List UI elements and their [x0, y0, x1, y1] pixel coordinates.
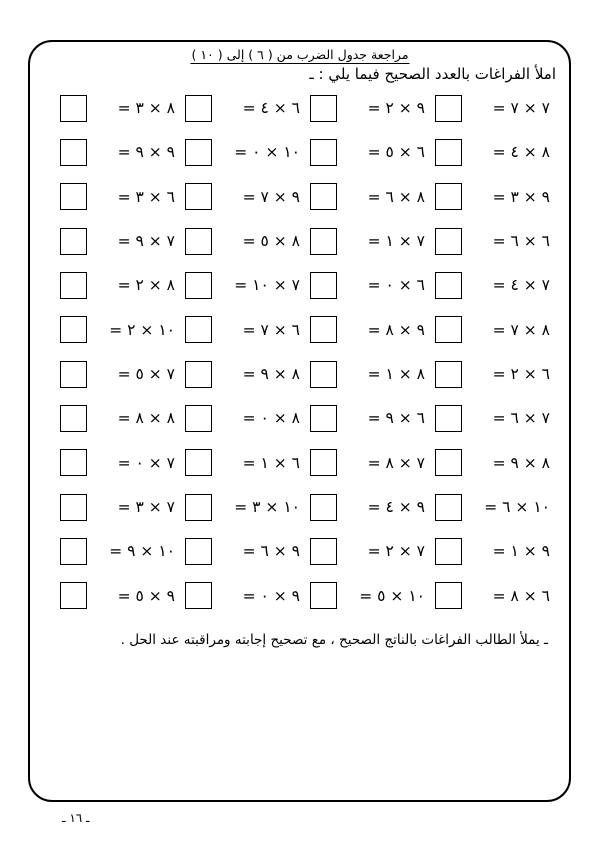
multiplication-expression: ٦ × ٩ =: [367, 409, 425, 428]
multiplication-expression: ٧ × ٢ =: [367, 542, 425, 561]
answer-box[interactable]: [435, 405, 462, 432]
answer-box[interactable]: [435, 494, 462, 521]
answer-box[interactable]: [435, 139, 462, 166]
exercise-item: [304, 574, 427, 618]
answer-box[interactable]: [185, 272, 212, 299]
answer-box[interactable]: [60, 538, 87, 565]
answer-box[interactable]: [60, 228, 87, 255]
multiplication-expression: ٧ × ٦ =: [492, 409, 550, 428]
multiplication-expression: ٩ × ٨ =: [367, 320, 425, 339]
multiplication-expression: ٧ × ٠ =: [117, 453, 175, 472]
answer-box[interactable]: [435, 582, 462, 609]
exercise-item: [179, 86, 302, 130]
answer-box[interactable]: [60, 95, 87, 122]
answer-box[interactable]: [185, 316, 212, 343]
exercise-item: [304, 352, 427, 396]
exercise-item: [54, 130, 177, 174]
multiplication-expression: ٧ × ٩ =: [117, 232, 175, 251]
exercise-item: [54, 263, 177, 307]
answer-box[interactable]: [435, 228, 462, 255]
multiplication-expression: ٩ × ٩ =: [117, 143, 175, 162]
multiplication-expression: ٧ × ٧ =: [492, 99, 550, 118]
answer-box[interactable]: [310, 538, 337, 565]
exercise-item: [179, 263, 302, 307]
exercise-item: [429, 352, 552, 396]
exercise-item: [54, 219, 177, 263]
exercise-item: [179, 396, 302, 440]
exercise-item: [179, 352, 302, 396]
answer-box[interactable]: [310, 183, 337, 210]
multiplication-expression: ٨ × ٣ =: [117, 99, 175, 118]
exercise-item: [429, 263, 552, 307]
multiplication-expression: ١٠ × ٢ =: [109, 320, 175, 339]
answer-box[interactable]: [435, 538, 462, 565]
exercise-item: [429, 529, 552, 573]
answer-box[interactable]: [435, 316, 462, 343]
exercise-item: [54, 485, 177, 529]
multiplication-expression: ٨ × ٧ =: [492, 320, 550, 339]
exercise-item: [304, 485, 427, 529]
multiplication-expression: ٧ × ٣ =: [117, 498, 175, 517]
multiplication-expression: ٩ × ٣ =: [492, 187, 550, 206]
exercise-item: [179, 574, 302, 618]
answer-box[interactable]: [310, 139, 337, 166]
multiplication-expression: ٨ × ٦ =: [367, 187, 425, 206]
multiplication-expression: ٦ × ٣ =: [117, 187, 175, 206]
exercise-item: [304, 86, 427, 130]
exercise-item: [54, 175, 177, 219]
multiplication-expression: ٧ × ١٠ =: [234, 276, 300, 295]
answer-box[interactable]: [185, 228, 212, 255]
exercise-item: [429, 219, 552, 263]
exercise-item: [304, 396, 427, 440]
answer-box[interactable]: [185, 494, 212, 521]
multiplication-expression: ١٠ × ٩ =: [109, 542, 175, 561]
exercise-item: [429, 130, 552, 174]
answer-box[interactable]: [435, 183, 462, 210]
multiplication-expression: ١٠ × ٣ =: [234, 498, 300, 517]
multiplication-expression: ٦ × ٠ =: [367, 276, 425, 295]
worksheet-title: مراجعة جدول الضرب من ( ٦ ) إلى ( ١٠ ): [191, 47, 409, 62]
exercise-item: [179, 219, 302, 263]
multiplication-expression: ٦ × ٨ =: [492, 586, 550, 605]
exercise-item: [304, 263, 427, 307]
answer-box[interactable]: [310, 449, 337, 476]
multiplication-expression: ٧ × ٤ =: [492, 276, 550, 295]
multiplication-expression: ٨ × ١ =: [367, 365, 425, 384]
multiplication-expression: ٨ × ٥ =: [242, 232, 300, 251]
answer-box[interactable]: [435, 449, 462, 476]
exercise-item: [179, 485, 302, 529]
exercise-item: [304, 308, 427, 352]
answer-box[interactable]: [185, 405, 212, 432]
exercise-item: [429, 485, 552, 529]
exercise-grid: [55, 86, 552, 618]
exercise-item: [304, 219, 427, 263]
answer-box[interactable]: [60, 272, 87, 299]
multiplication-expression: ٦ × ٦ =: [492, 232, 550, 251]
answer-box[interactable]: [435, 272, 462, 299]
multiplication-expression: ١٠ × ٠ =: [234, 143, 300, 162]
multiplication-expression: ٨ × ٩ =: [492, 453, 550, 472]
teacher-note: ـ يملأ الطالب الفراغات بالناتج الصحيح ، مع تصحيح إجابته ومراقبته عند الحل .: [120, 632, 548, 648]
exercise-item: [54, 529, 177, 573]
answer-box[interactable]: [185, 183, 212, 210]
answer-box[interactable]: [185, 538, 212, 565]
answer-box[interactable]: [310, 95, 337, 122]
page-number: ـ ١٦ ـ: [62, 811, 90, 825]
exercise-item: [429, 574, 552, 618]
answer-box[interactable]: [310, 494, 337, 521]
answer-box[interactable]: [435, 361, 462, 388]
exercise-item: [179, 175, 302, 219]
answer-box[interactable]: [60, 405, 87, 432]
multiplication-expression: ١٠ × ٥ =: [359, 586, 425, 605]
answer-box[interactable]: [435, 95, 462, 122]
multiplication-expression: ٦ × ٤ =: [242, 99, 300, 118]
multiplication-expression: ٩ × ٢ =: [367, 99, 425, 118]
multiplication-expression: ٩ × ٧ =: [242, 187, 300, 206]
answer-box[interactable]: [60, 582, 87, 609]
multiplication-expression: ٨ × ٨ =: [117, 409, 175, 428]
answer-box[interactable]: [60, 139, 87, 166]
multiplication-expression: ٩ × ٦ =: [242, 542, 300, 561]
multiplication-expression: ٧ × ١ =: [367, 232, 425, 251]
answer-box[interactable]: [60, 361, 87, 388]
multiplication-expression: ٦ × ٢ =: [492, 365, 550, 384]
multiplication-expression: ٧ × ٥ =: [117, 365, 175, 384]
multiplication-expression: ٩ × ٥ =: [117, 586, 175, 605]
answer-box[interactable]: [185, 95, 212, 122]
answer-box[interactable]: [310, 405, 337, 432]
answer-box[interactable]: [185, 449, 212, 476]
exercise-item: [304, 529, 427, 573]
answer-box[interactable]: [310, 361, 337, 388]
exercise-item: [429, 441, 552, 485]
answer-box[interactable]: [310, 228, 337, 255]
exercise-item: [54, 352, 177, 396]
multiplication-expression: ٩ × ٤ =: [367, 498, 425, 517]
exercise-item: [304, 175, 427, 219]
answer-box[interactable]: [60, 316, 87, 343]
multiplication-expression: ٧ × ٨ =: [367, 453, 425, 472]
exercise-item: [54, 574, 177, 618]
multiplication-expression: ٩ × ٠ =: [242, 586, 300, 605]
exercise-item: [54, 396, 177, 440]
exercise-item: [429, 308, 552, 352]
exercise-item: [429, 396, 552, 440]
multiplication-expression: ٨ × ٠ =: [242, 409, 300, 428]
answer-box[interactable]: [310, 582, 337, 609]
exercise-item: [304, 441, 427, 485]
multiplication-expression: ٦ × ١ =: [242, 453, 300, 472]
exercise-item: [179, 308, 302, 352]
exercise-item: [179, 441, 302, 485]
answer-box[interactable]: [60, 449, 87, 476]
instruction-text: املأ الفراغات بالعدد الصحيح فيما يلي : ـ: [309, 65, 556, 83]
multiplication-expression: ٨ × ٢ =: [117, 276, 175, 295]
answer-box[interactable]: [60, 183, 87, 210]
multiplication-expression: ٨ × ٤ =: [492, 143, 550, 162]
multiplication-expression: ٦ × ٥ =: [367, 143, 425, 162]
answer-box[interactable]: [60, 494, 87, 521]
exercise-item: [304, 130, 427, 174]
exercise-item: [54, 86, 177, 130]
answer-box[interactable]: [185, 582, 212, 609]
answer-box[interactable]: [310, 316, 337, 343]
multiplication-expression: ٦ × ٧ =: [242, 320, 300, 339]
answer-box[interactable]: [185, 361, 212, 388]
exercise-item: [429, 86, 552, 130]
exercise-item: [179, 130, 302, 174]
exercise-item: [429, 175, 552, 219]
multiplication-expression: ١٠ × ٦ =: [484, 498, 550, 517]
exercise-item: [54, 308, 177, 352]
answer-box[interactable]: [185, 139, 212, 166]
exercise-item: [179, 529, 302, 573]
multiplication-expression: ٨ × ٩ =: [242, 365, 300, 384]
answer-box[interactable]: [310, 272, 337, 299]
multiplication-expression: ٩ × ١ =: [492, 542, 550, 561]
exercise-item: [54, 441, 177, 485]
